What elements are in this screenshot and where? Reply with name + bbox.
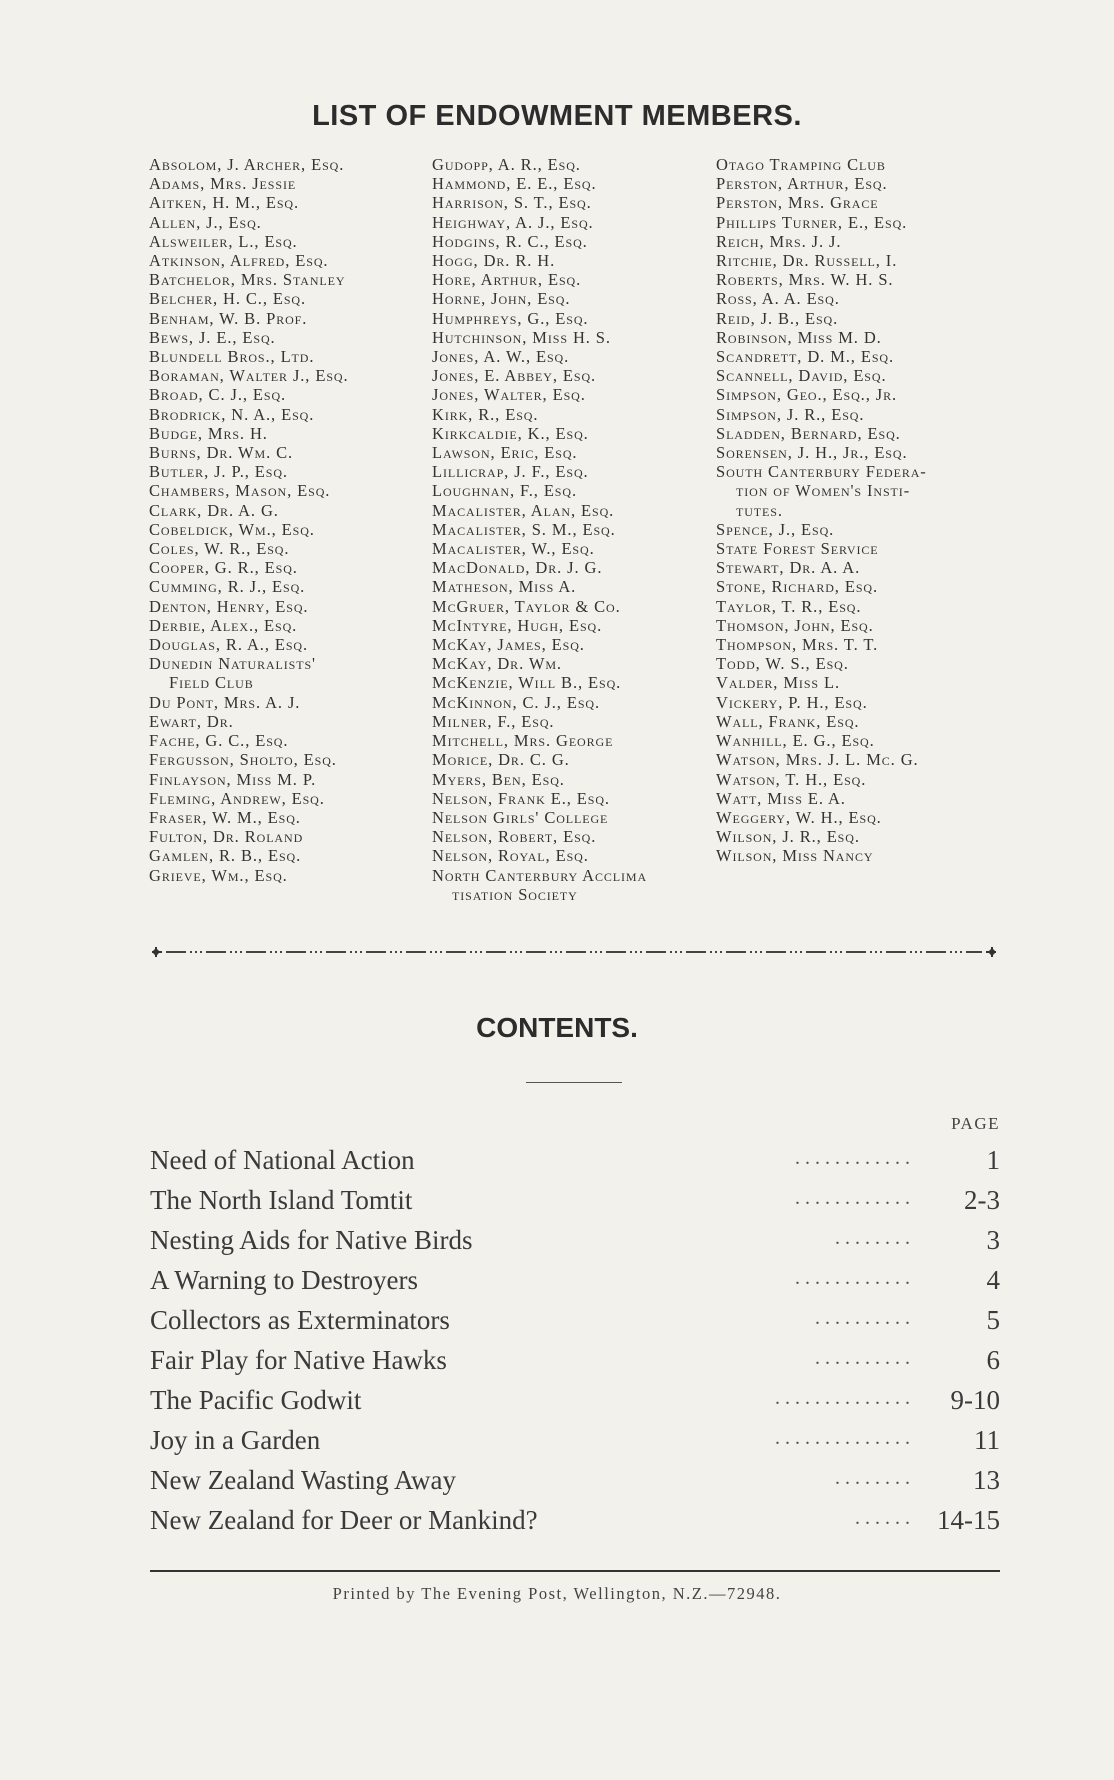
members-column-2 [432, 155, 647, 904]
member-entry: Matheson, Miss A. [432, 577, 577, 597]
member-entry: Finlayson, Miss M. P. [149, 769, 317, 789]
member-entry: Budge, Mrs. H. [149, 423, 268, 443]
contents-item-page: 6 [986, 1345, 1000, 1375]
contents-item-title: The North Island Tomtit [150, 1185, 413, 1215]
contents-item [150, 1465, 1000, 1505]
ornamental-divider [150, 944, 998, 960]
contents-underline [526, 1082, 622, 1083]
member-entry: South Canterbury Federa- [716, 462, 927, 482]
member-entry: Thompson, Mrs. T. T. [716, 635, 879, 655]
member-entry: Fraser, W. M., Esq. [149, 807, 301, 827]
contents-item [150, 1145, 1000, 1185]
member-entry: Simpson, Geo., Esq., Jr. [716, 385, 898, 405]
member-entry: Gudopp, A. R., Esq. [432, 155, 581, 174]
member-entry: Reid, J. B., Esq. [716, 308, 839, 328]
member-entry: Derbie, Alex., Esq. [149, 615, 298, 635]
member-entry: Hore, Arthur, Esq. [432, 270, 582, 290]
member-entry: Aitken, H. M., Esq. [149, 193, 300, 213]
member-entry: Wanhill, E. G., Esq. [716, 731, 875, 751]
member-entry: Hogg, Dr. R. H. [432, 251, 556, 271]
member-entry: North Canterbury Acclima [432, 865, 648, 885]
member-entry: Phillips Turner, E., Esq. [716, 212, 908, 232]
member-entry: Hodgins, R. C., Esq. [432, 231, 588, 251]
contents-item-title: Collectors as Exterminators [150, 1305, 450, 1335]
member-entry: Vickery, P. H., Esq. [716, 692, 868, 712]
member-entry: Mitchell, Mrs. George [432, 731, 614, 751]
member-entry: Spence, J., Esq. [716, 519, 835, 539]
contents-item [150, 1265, 1000, 1305]
member-entry-continued: tion of Women's Insti- [736, 481, 911, 501]
member-entry: Brodrick, N. A., Esq. [149, 404, 315, 424]
member-entry-continued: tisation Society [452, 884, 578, 904]
member-entry: Kirk, R., Esq. [432, 404, 539, 424]
member-entry: Nelson, Robert, Esq. [432, 827, 597, 847]
member-entry: Jones, E. Abbey, Esq. [432, 366, 597, 386]
member-entry: Perston, Mrs. Grace [716, 193, 879, 213]
contents-list [150, 1145, 1000, 1545]
member-entry: Nelson Girls' College [432, 807, 609, 827]
member-entry: McKinnon, C. J., Esq. [432, 692, 600, 712]
footer-rule [150, 1570, 1000, 1572]
member-entry: Nelson, Frank E., Esq. [432, 788, 610, 808]
contents-title: CONTENTS. [476, 1012, 638, 1043]
member-entry: Otago Tramping Club [716, 155, 886, 174]
contents-item [150, 1425, 1000, 1465]
contents-item-leader: . . . . . . . . [835, 1227, 910, 1249]
member-entry: Grieve, Wm., Esq. [149, 865, 288, 885]
member-entry: Ross, A. A. Esq. [716, 289, 840, 309]
member-entry: Coles, W. R., Esq. [149, 539, 290, 559]
member-entry: McGruer, Taylor & Co. [432, 596, 621, 616]
member-entry: Wall, Frank, Esq. [716, 711, 860, 731]
member-entry: McKay, James, Esq. [432, 635, 585, 655]
contents-item-title: The Pacific Godwit [150, 1385, 362, 1415]
member-entry: MacDonald, Dr. J. G. [432, 558, 603, 578]
member-entry: Lawson, Eric, Esq. [432, 443, 578, 463]
contents-item-title: A Warning to Destroyers [150, 1265, 419, 1295]
contents-item-page: 1 [986, 1145, 1000, 1175]
member-entry: Ritchie, Dr. Russell, I. [716, 251, 898, 271]
member-entry: Harrison, S. T., Esq. [432, 193, 592, 213]
member-entry: Jones, Walter, Esq. [432, 385, 586, 405]
member-entry: Chambers, Mason, Esq. [149, 481, 331, 501]
member-entry: Hutchinson, Miss H. S. [432, 327, 611, 347]
contents-item-leader: . . . . . . . . . . . . [795, 1187, 910, 1209]
member-entry: Atkinson, Alfred, Esq. [149, 251, 329, 271]
member-entry: Fulton, Dr. Roland [149, 827, 304, 847]
members-title: LIST OF ENDOWMENT MEMBERS. [312, 100, 802, 132]
member-entry: Blundell Bros., Ltd. [149, 347, 315, 367]
member-entry: Clark, Dr. A. G. [149, 500, 279, 520]
member-entry: Lillicrap, J. F., Esq. [432, 462, 589, 482]
member-entry: Ewart, Dr. [149, 711, 234, 731]
contents-item-leader: . . . . . . [855, 1507, 910, 1529]
member-entry: Macalister, W., Esq. [432, 539, 595, 559]
member-entry: McKenzie, Will B., Esq. [432, 673, 622, 693]
contents-item [150, 1185, 1000, 1225]
contents-item-page: 5 [986, 1305, 1000, 1335]
member-entry: McKay, Dr. Wm. [432, 654, 562, 674]
member-entry: Watt, Miss E. A. [716, 788, 846, 808]
contents-item-leader: . . . . . . . . . . . . . . [775, 1387, 910, 1409]
member-entry: Allen, J., Esq. [149, 212, 262, 232]
member-entry: Scandrett, D. M., Esq. [716, 347, 894, 367]
ornament-left-icon [152, 947, 162, 957]
member-entry: Fache, G. C., Esq. [149, 731, 289, 751]
member-entry: Jones, A. W., Esq. [432, 347, 570, 367]
member-entry: Macalister, S. M., Esq. [432, 519, 616, 539]
contents-item-leader: . . . . . . . . . . . . . . [775, 1427, 910, 1449]
member-entry-continued: tutes. [736, 500, 783, 520]
contents-item-leader: . . . . . . . . [835, 1467, 910, 1489]
member-entry: Batchelor, Mrs. Stanley [149, 270, 346, 290]
member-entry: Alsweiler, L., Esq. [149, 231, 298, 251]
member-entry: Stone, Richard, Esq. [716, 577, 879, 597]
member-entry: Absolom, J. Archer, Esq. [149, 155, 345, 174]
member-entry: Macalister, Alan, Esq. [432, 500, 615, 520]
contents-item-page: 2-3 [964, 1185, 1000, 1215]
member-entry: Watson, Mrs. J. L. Mc. G. [716, 750, 919, 770]
member-entry: Denton, Henry, Esq. [149, 596, 309, 616]
member-entry: Scannell, David, Esq. [716, 366, 887, 386]
member-entry-continued: Field Club [169, 673, 254, 693]
page-column-label: PAGE [951, 1114, 1000, 1133]
member-entry: Todd, W. S., Esq. [716, 654, 849, 674]
member-entry: Valder, Miss L. [716, 673, 841, 693]
members-column-3 [716, 155, 927, 866]
printer-imprint: Printed by The Evening Post, Wellington, N.Z.—72948. [332, 1584, 782, 1603]
member-entry: Humphreys, G., Esq. [432, 308, 589, 328]
member-entry: Butler, J. P., Esq. [149, 462, 288, 482]
member-entry: Perston, Arthur, Esq. [716, 174, 888, 194]
member-entry: Broad, C. J., Esq. [149, 385, 287, 405]
contents-item-leader: . . . . . . . . . . [815, 1347, 910, 1369]
member-entry: Thomson, John, Esq. [716, 615, 874, 635]
member-entry: Reich, Mrs. J. J. [716, 231, 842, 251]
member-entry: Simpson, J. R., Esq. [716, 404, 865, 424]
member-entry: Heighway, A. J., Esq. [432, 212, 594, 232]
member-entry: Morice, Dr. C. G. [432, 750, 570, 770]
member-entry: Du Pont, Mrs. A. J. [149, 692, 301, 712]
contents-item [150, 1225, 1000, 1265]
contents-item-title: New Zealand Wasting Away [150, 1465, 457, 1495]
member-entry: Sorensen, J. H., Jr., Esq. [716, 443, 908, 463]
member-entry: Robinson, Miss M. D. [716, 327, 882, 347]
member-entry: State Forest Service [716, 539, 879, 559]
member-entry: Bews, J. E., Esq. [149, 327, 276, 347]
contents-item [150, 1505, 1000, 1545]
member-entry: Adams, Mrs. Jessie [149, 174, 297, 194]
member-entry: Loughnan, F., Esq. [432, 481, 577, 501]
contents-item-page: 11 [974, 1425, 1000, 1455]
contents-item-page: 13 [973, 1465, 1000, 1495]
contents-item-leader: . . . . . . . . . . . . [795, 1267, 910, 1289]
member-entry: Cumming, R. J., Esq. [149, 577, 306, 597]
contents-item-page: 14-15 [937, 1505, 1000, 1535]
member-entry: Dunedin Naturalists' [149, 654, 316, 674]
contents-item-page: 4 [986, 1265, 1000, 1295]
member-entry: Stewart, Dr. A. A. [716, 558, 861, 578]
contents-item [150, 1385, 1000, 1425]
member-entry: Horne, John, Esq. [432, 289, 571, 309]
member-entry: McIntyre, Hugh, Esq. [432, 615, 603, 635]
member-entry: Myers, Ben, Esq. [432, 769, 565, 789]
ornament-right-icon [986, 947, 996, 957]
member-entry: Taylor, T. R., Esq. [716, 596, 862, 616]
member-entry: Gamlen, R. B., Esq. [149, 846, 302, 866]
contents-item-title: Fair Play for Native Hawks [150, 1345, 447, 1375]
member-entry: Weggery, W. H., Esq. [716, 807, 882, 827]
contents-item [150, 1345, 1000, 1385]
contents-item-leader: . . . . . . . . . . [815, 1307, 910, 1329]
member-entry: Nelson, Royal, Esq. [432, 846, 589, 866]
member-entry: Benham, W. B. Prof. [149, 308, 308, 328]
member-entry: Cobeldick, Wm., Esq. [149, 519, 315, 539]
member-entry: Hammond, E. E., Esq. [432, 174, 597, 194]
member-entry: Burns, Dr. Wm. C. [149, 443, 294, 463]
member-entry: Roberts, Mrs. W. H. S. [716, 270, 894, 290]
contents-item-title: Nesting Aids for Native Birds [150, 1225, 473, 1255]
member-entry: Milner, F., Esq. [432, 711, 555, 731]
member-entry: Watson, T. H., Esq. [716, 769, 867, 789]
members-column-1 [149, 155, 349, 885]
contents-item-title: Joy in a Garden [150, 1425, 321, 1455]
member-entry: Fleming, Andrew, Esq. [149, 788, 325, 808]
contents-item-title: Need of National Action [150, 1145, 415, 1175]
contents-item-title: New Zealand for Deer or Mankind? [150, 1505, 538, 1535]
member-entry: Fergusson, Sholto, Esq. [149, 750, 337, 770]
member-entry: Douglas, R. A., Esq. [149, 635, 309, 655]
member-entry: Boraman, Walter J., Esq. [149, 366, 349, 386]
member-entry: Kirkcaldie, K., Esq. [432, 423, 589, 443]
member-entry: Wilson, J. R., Esq. [716, 827, 860, 847]
contents-item-leader: . . . . . . . . . . . . [795, 1147, 910, 1169]
member-entry: Sladden, Bernard, Esq. [716, 423, 901, 443]
contents-item [150, 1305, 1000, 1345]
member-entry: Cooper, G. R., Esq. [149, 558, 298, 578]
member-entry: Wilson, Miss Nancy [716, 846, 874, 866]
contents-item-page: 9-10 [950, 1385, 1000, 1415]
member-entry: Belcher, H. C., Esq. [149, 289, 307, 309]
contents-item-page: 3 [986, 1225, 1000, 1255]
